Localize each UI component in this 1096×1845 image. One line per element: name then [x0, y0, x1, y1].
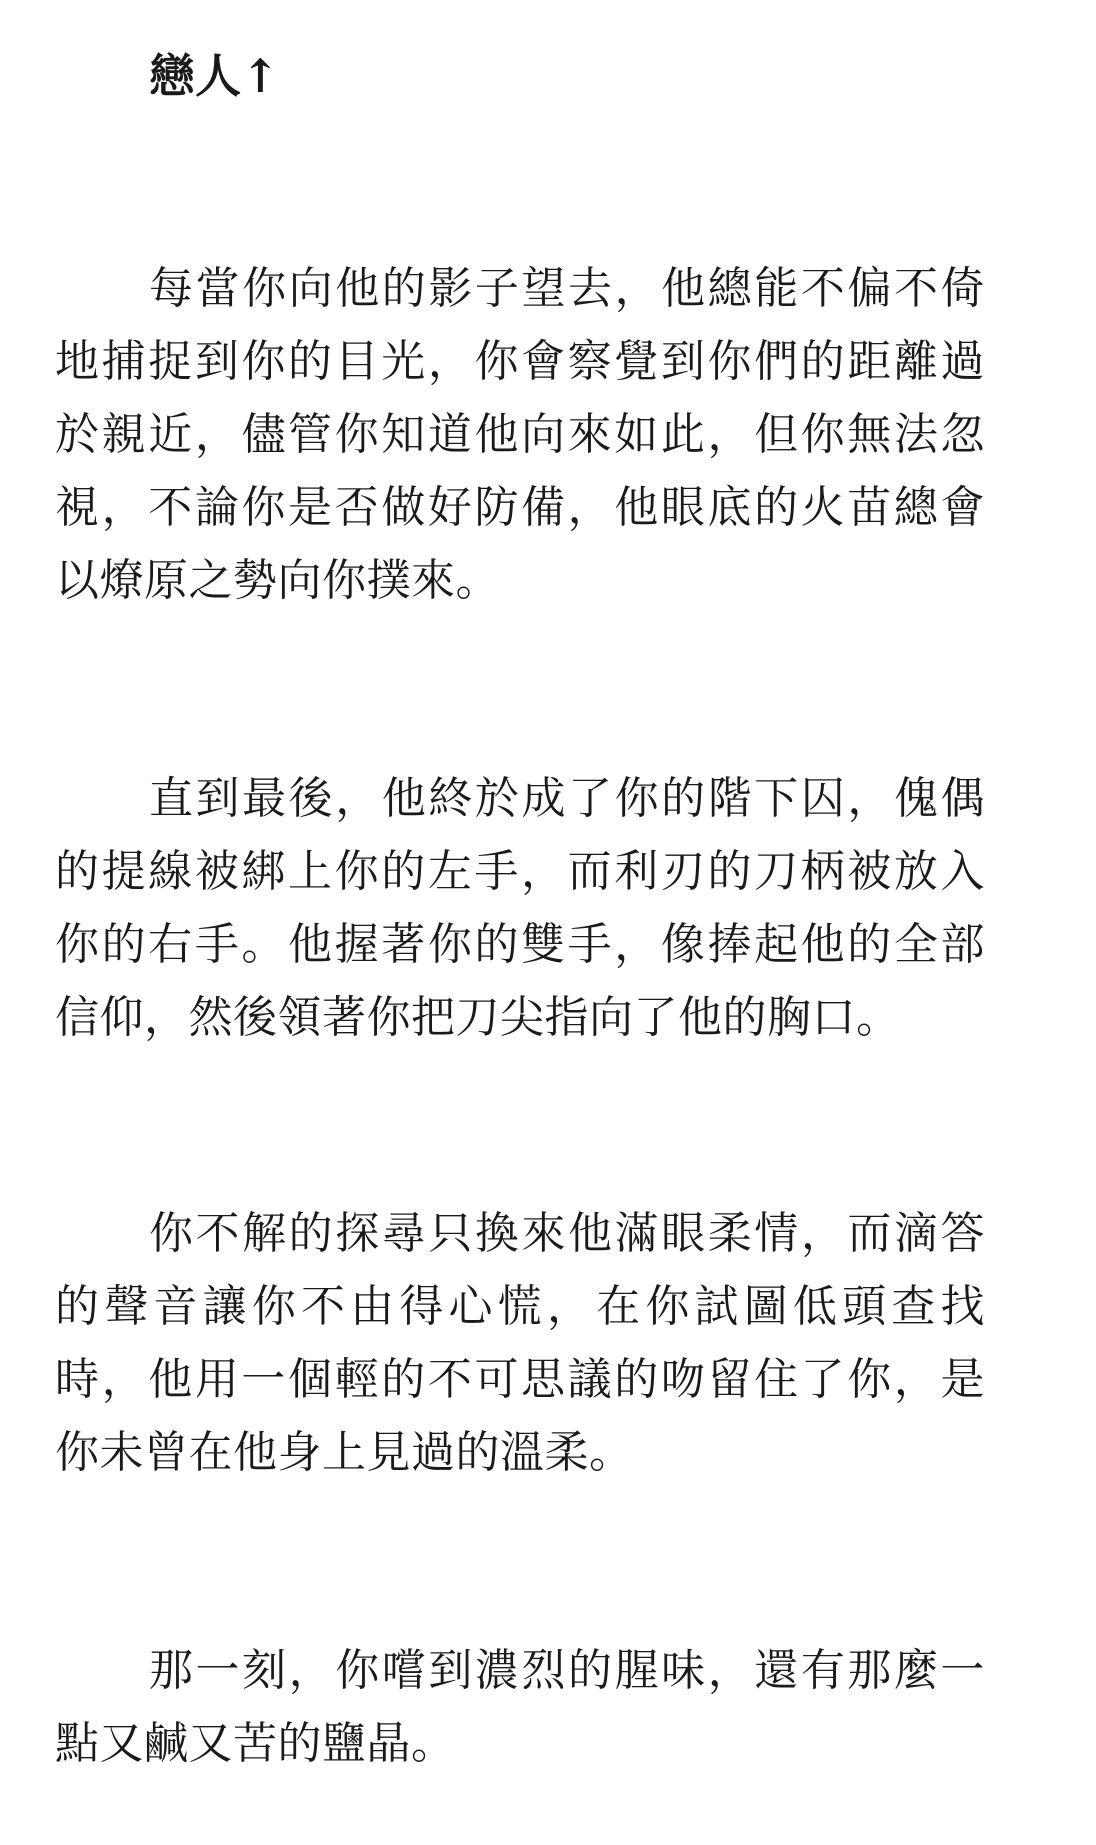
paragraph-4: 那一刻，你嚐到濃烈的腥味，還有那麼一點又鹹又苦的鹽晶。	[55, 1645, 985, 1769]
document-title: 戀人↑	[149, 49, 280, 103]
paragraph-3: 你不解的探尋只換來他滿眼柔情，而滴答的聲音讓你不由得心慌，在你試圖低頭查找時，他用一個輕的不可思議的吻留住了你，是你未曾在他身上見過的溫柔。	[55, 1208, 985, 1478]
paragraph-2: 直到最後，他終於成了你的階下囚，傀偶的提線被綁上你的左手，而利刃的刀柄被放入你的右手。他握著你的雙手，像捧起他的全部信仰，然後領著你把刀尖指向了他的胸口。	[55, 773, 985, 1043]
paragraph-1: 每當你向他的影子望去，他總能不偏不倚地捕捉到你的目光，你會察覺到你們的距離過於親近，儘管你知道他向來如此，但你無法忽視，不論你是否做好防備，他眼底的火苗總會以燎原之勢向你撲來。	[55, 263, 985, 606]
